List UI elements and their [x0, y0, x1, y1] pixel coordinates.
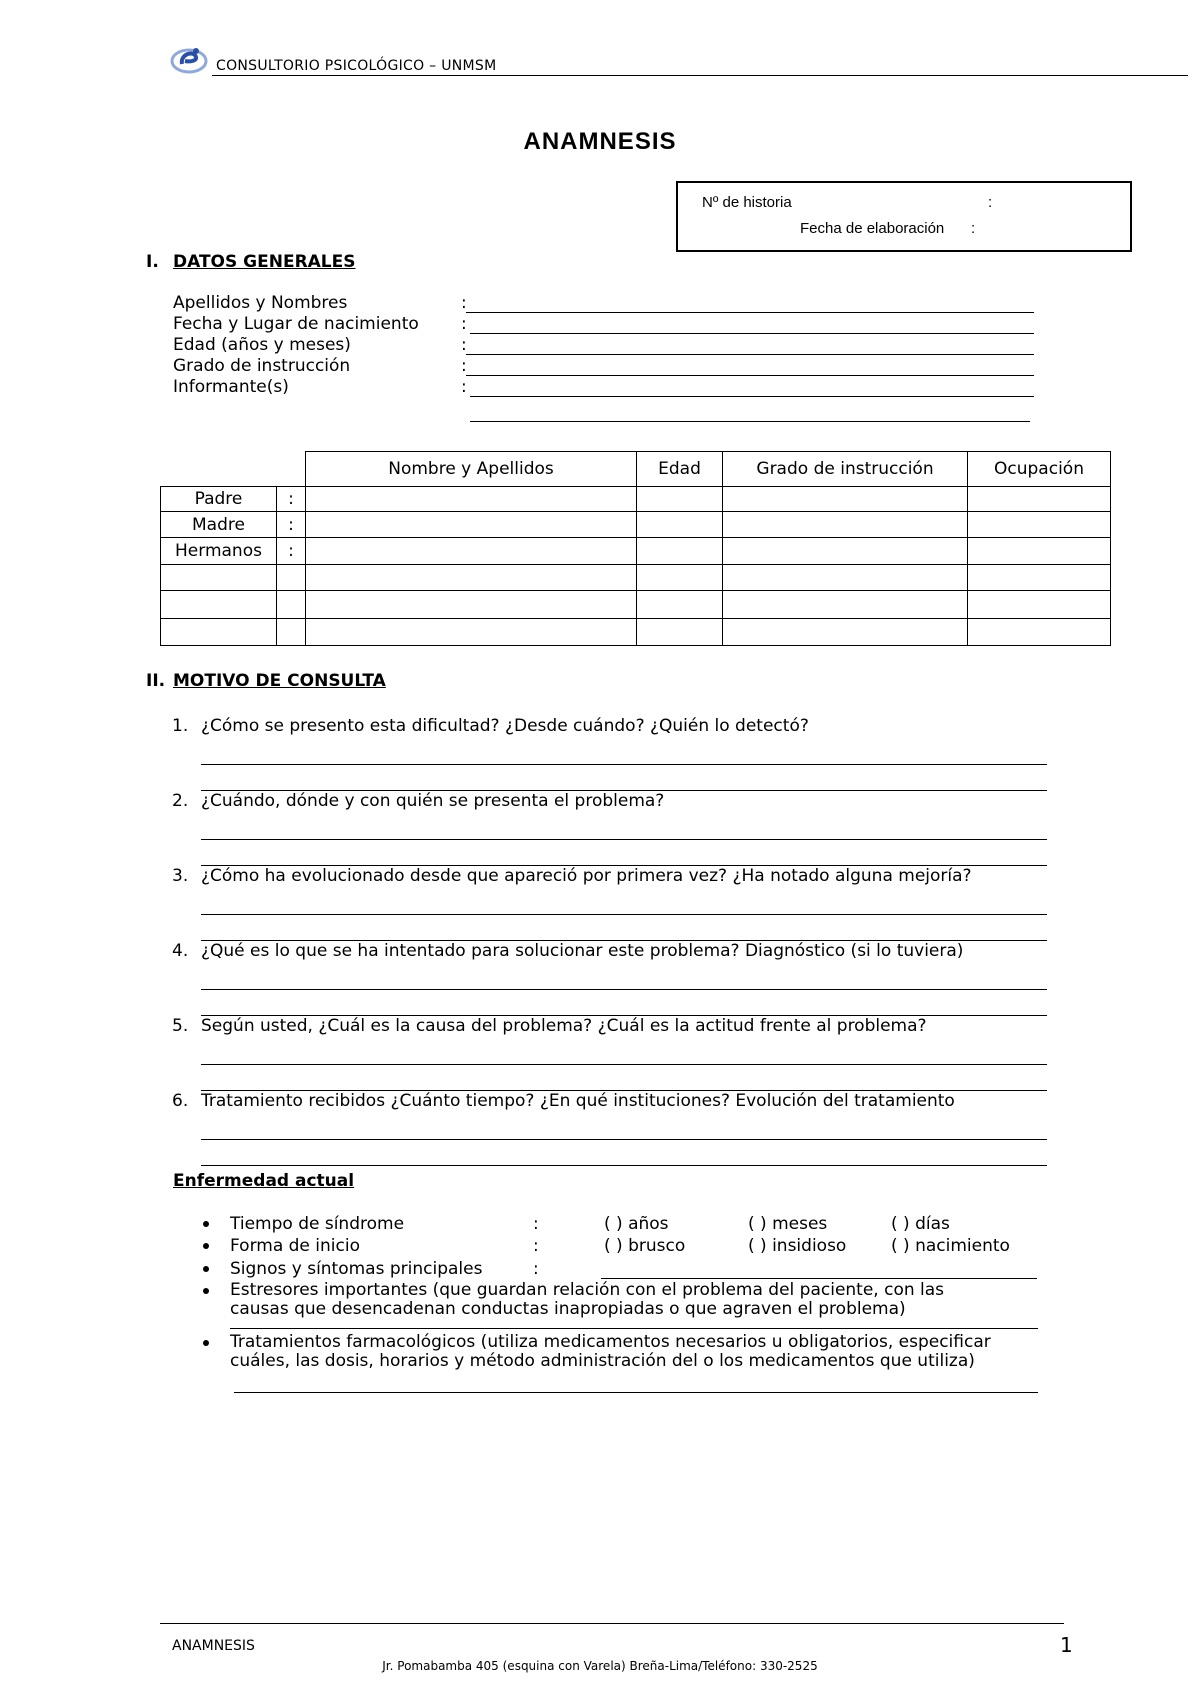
question-3-number: 3.: [172, 866, 189, 886]
tratamientos-line[interactable]: [234, 1392, 1038, 1393]
family-table-header-row: [161, 452, 1111, 487]
cell-ocupacion[interactable]: [968, 565, 1111, 591]
numero-historia-label: Nº de historia: [702, 194, 792, 211]
forma-option-brusco[interactable]: ( ) brusco: [604, 1236, 686, 1256]
enfermedad-title: Enfermedad actual: [173, 1171, 355, 1191]
row-colon: [277, 591, 306, 619]
question-4-number: 4.: [172, 941, 189, 961]
family-table: [160, 451, 1111, 646]
header-ocupacion: Ocupación: [968, 452, 1111, 487]
field-edad-colon: :: [461, 335, 467, 355]
row-colon: :: [277, 487, 306, 512]
field-apellidos-line[interactable]: [466, 312, 1034, 313]
cell-grado[interactable]: [723, 487, 968, 512]
forma-colon: :: [533, 1236, 539, 1256]
bullet-icon: [203, 1288, 209, 1294]
field-nacimiento-label: Fecha y Lugar de nacimiento: [173, 314, 419, 334]
answer-2-line-1[interactable]: [201, 839, 1047, 840]
cell-nombre[interactable]: [306, 512, 637, 538]
header-title: CONSULTORIO PSICOLÓGICO – UNMSM: [216, 58, 497, 74]
tiempo-option-anos[interactable]: ( ) años: [604, 1214, 669, 1234]
cell-grado[interactable]: [723, 619, 968, 646]
field-edad-label: Edad (años y meses): [173, 335, 351, 355]
question-3-text: ¿Cómo ha evolucionado desde que apareció por primera vez? ¿Ha notado alguna mejoría?: [201, 866, 972, 886]
cell-nombre[interactable]: [306, 565, 637, 591]
fecha-elaboracion-label: Fecha de elaboración: [800, 220, 945, 237]
cell-ocupacion[interactable]: [968, 619, 1111, 646]
row-colon: :: [277, 538, 306, 565]
cell-edad[interactable]: [637, 538, 723, 565]
bullet-icon: [203, 1243, 209, 1249]
footer-address: Jr. Pomabamba 405 (esquina con Varela) Breña-Lima/Teléfono: 330-2525: [382, 1659, 818, 1673]
table-row: [161, 565, 1111, 591]
question-1-number: 1.: [172, 716, 189, 736]
cell-edad[interactable]: [637, 619, 723, 646]
field-nacimiento-colon: :: [461, 314, 467, 334]
row-label-padre: Padre: [161, 487, 277, 512]
cell-nombre[interactable]: [306, 619, 637, 646]
cell-grado[interactable]: [723, 512, 968, 538]
table-row: [161, 619, 1111, 646]
forma-option-insidioso[interactable]: ( ) insidioso: [748, 1236, 847, 1256]
bullet-icon: [203, 1340, 209, 1346]
historia-box: [676, 181, 1132, 252]
cell-grado[interactable]: [723, 591, 968, 619]
footer-title: ANAMNESIS: [172, 1638, 255, 1654]
answer-6-line-2[interactable]: [201, 1165, 1047, 1166]
tiempo-colon: :: [533, 1214, 539, 1234]
row-label-hermanos: Hermanos: [161, 538, 277, 565]
field-informante-line-2[interactable]: [470, 421, 1030, 422]
answer-6-line-1[interactable]: [201, 1139, 1047, 1140]
table-row: [161, 591, 1111, 619]
question-1-text: ¿Cómo se presento esta dificultad? ¿Desde cuándo? ¿Quién lo detectó?: [201, 716, 809, 736]
answer-3-line-1[interactable]: [201, 914, 1047, 915]
field-edad-line[interactable]: [466, 354, 1034, 355]
cell-nombre[interactable]: [306, 538, 637, 565]
header-grado: Grado de instrucción: [723, 452, 968, 487]
family-table-corner: [161, 452, 306, 487]
header-edad: Edad: [637, 452, 723, 487]
forma-label: Forma de inicio: [230, 1236, 360, 1256]
cell-ocupacion[interactable]: [968, 538, 1111, 565]
field-instruccion-line[interactable]: [466, 375, 1034, 376]
tratamientos-line-2: cuáles, las dosis, horarios y método administración del o los medicamentos que utiliza): [230, 1351, 975, 1371]
field-instruccion-label: Grado de instrucción: [173, 356, 351, 376]
signos-colon: :: [533, 1259, 539, 1279]
row-colon: :: [277, 512, 306, 538]
page-number: 1: [1060, 1633, 1073, 1657]
row-label[interactable]: [161, 619, 277, 646]
table-row: [161, 538, 1111, 565]
cell-edad[interactable]: [637, 591, 723, 619]
field-informante-colon: :: [461, 377, 467, 397]
row-label-madre: Madre: [161, 512, 277, 538]
field-informante-label: Informante(s): [173, 377, 289, 397]
signos-label: Signos y síntomas principales: [230, 1259, 483, 1279]
row-label[interactable]: [161, 591, 277, 619]
tratamientos-line-1: Tratamientos farmacológicos (utiliza medicamentos necesarios u obligatorios, especificar: [230, 1332, 991, 1352]
section-1-title: DATOS GENERALES: [173, 252, 356, 272]
estresores-line-2: causas que desencadenan conductas inapropiadas o que agraven el problema): [230, 1299, 906, 1319]
question-5-text: Según usted, ¿Cuál es la causa del problema? ¿Cuál es la actitud frente al problema?: [201, 1016, 927, 1036]
cell-nombre[interactable]: [306, 591, 637, 619]
field-instruccion-colon: :: [461, 356, 467, 376]
fecha-elaboracion-colon: :: [971, 220, 976, 237]
row-colon: [277, 565, 306, 591]
cell-ocupacion[interactable]: [968, 591, 1111, 619]
field-apellidos-label: Apellidos y Nombres: [173, 293, 348, 313]
question-2-number: 2.: [172, 791, 189, 811]
cell-edad[interactable]: [637, 512, 723, 538]
answer-5-line-1[interactable]: [201, 1064, 1047, 1065]
question-2-text: ¿Cuándo, dónde y con quién se presenta el problema?: [201, 791, 665, 811]
cell-ocupacion[interactable]: [968, 487, 1111, 512]
numero-historia-colon: :: [988, 194, 993, 211]
tiempo-label: Tiempo de síndrome: [230, 1214, 405, 1234]
tiempo-option-dias[interactable]: ( ) días: [891, 1214, 950, 1234]
answer-4-line-1[interactable]: [201, 989, 1047, 990]
footer-rule: [160, 1623, 1064, 1624]
table-row: [161, 487, 1111, 512]
cell-grado[interactable]: [723, 565, 968, 591]
field-informante-line[interactable]: [470, 396, 1034, 397]
cell-edad[interactable]: [637, 565, 723, 591]
cell-ocupacion[interactable]: [968, 512, 1111, 538]
answer-1-line-1[interactable]: [201, 764, 1047, 765]
field-apellidos-colon: :: [461, 293, 467, 313]
signos-line[interactable]: [601, 1278, 1037, 1279]
header-rule: [212, 75, 1188, 76]
cell-edad[interactable]: [637, 487, 723, 512]
section-2-title: MOTIVO DE CONSULTA: [173, 671, 386, 691]
question-6-number: 6.: [172, 1091, 189, 1111]
question-6-text: Tratamiento recibidos ¿Cuánto tiempo? ¿En qué instituciones? Evolución del tratamiento: [201, 1091, 955, 1111]
cell-nombre[interactable]: [306, 487, 637, 512]
section-2-number: II.: [146, 671, 166, 691]
field-nacimiento-line[interactable]: [470, 333, 1034, 334]
header-nombre: Nombre y Apellidos: [306, 452, 637, 487]
estresores-line-1: Estresores importantes (que guardan relación con el problema del paciente, con las: [230, 1280, 945, 1300]
estresores-line[interactable]: [230, 1328, 1038, 1329]
cell-grado[interactable]: [723, 538, 968, 565]
document-title: ANAMNESIS: [523, 128, 677, 155]
row-label[interactable]: [161, 565, 277, 591]
bullet-icon: [203, 1221, 209, 1227]
question-5-number: 5.: [172, 1016, 189, 1036]
row-colon: [277, 619, 306, 646]
section-1-number: I.: [146, 252, 159, 272]
university-logo-icon: [170, 44, 208, 78]
table-row: [161, 512, 1111, 538]
tiempo-option-meses[interactable]: ( ) meses: [748, 1214, 828, 1234]
bullet-icon: [203, 1266, 209, 1272]
forma-option-nacimiento[interactable]: ( ) nacimiento: [891, 1236, 1010, 1256]
question-4-text: ¿Qué es lo que se ha intentado para solucionar este problema? Diagnóstico (si lo tuviera): [201, 941, 964, 961]
